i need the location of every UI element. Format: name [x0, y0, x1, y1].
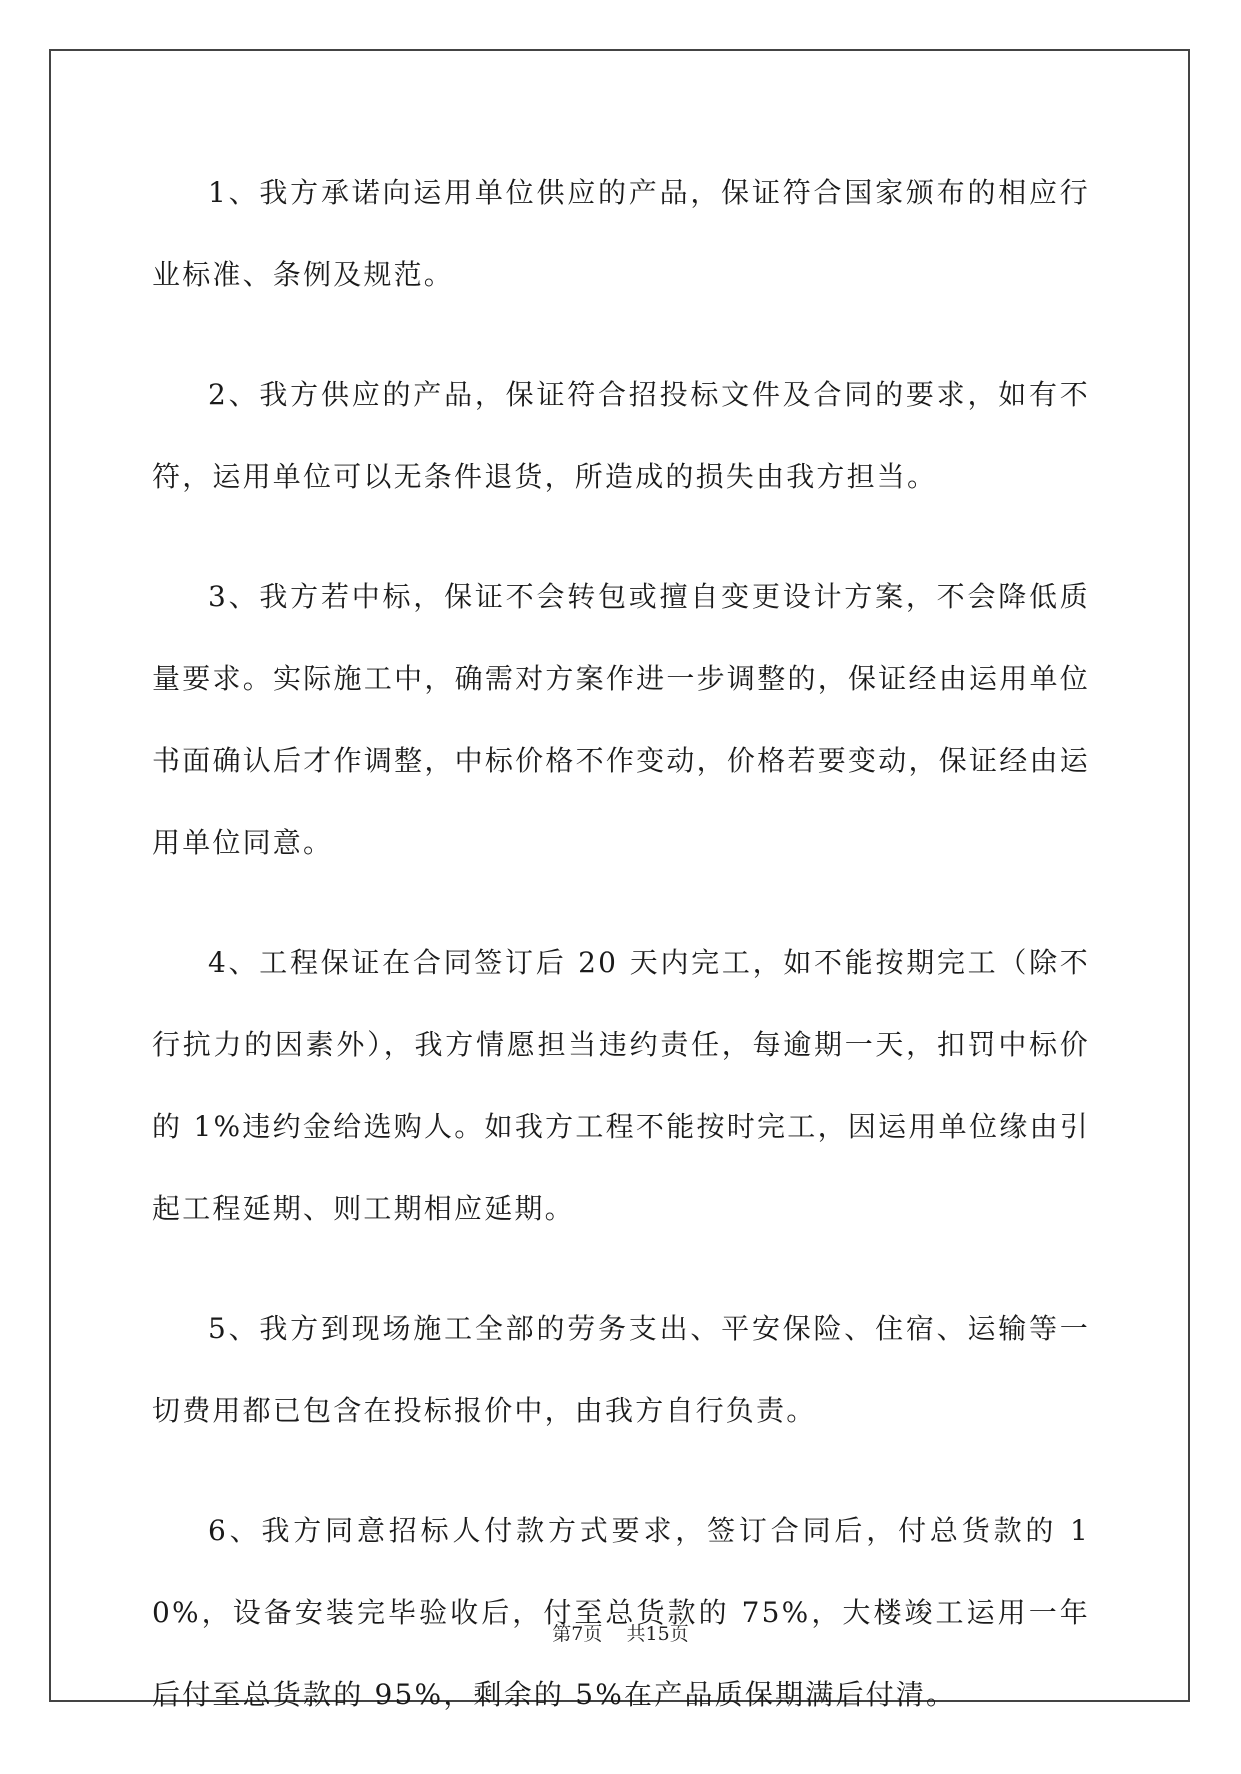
page-number: 第7页: [552, 1623, 603, 1645]
paragraph-6: 6、我方同意招标人付款方式要求，签订合同后，付总货款的 10%，设备安装完毕验收后，付至总货款的 75%，大楼竣工运用一年后付至总货款的 95%，剩余的 5%在产品质保期满后付清。: [152, 1514, 1090, 1711]
total-pages: 共15页: [626, 1623, 689, 1645]
page-footer: [0, 1619, 1241, 1646]
paragraph-2: 2、我方供应的产品，保证符合招投标文件及合同的要求，如有不符，运用单位可以无条件退货，所造成的损失由我方担当。: [152, 378, 1090, 493]
paragraph-5: 5、我方到现场施工全部的劳务支出、平安保险、住宿、运输等一切费用都已包含在投标报价中，由我方自行负责。: [152, 1312, 1090, 1427]
paragraph-3: 3、我方若中标，保证不会转包或擅自变更设计方案，不会降低质量要求。实际施工中，确需对方案作进一步调整的，保证经由运用单位书面确认后才作调整，中标价格不作变动，价格若要变动，保证经由运用单位同意。: [152, 580, 1090, 859]
document-body: [152, 152, 1090, 1774]
paragraph-4: 4、工程保证在合同签订后 20 天内完工，如不能按期完工（除不行抗力的因素外），我方情愿担当违约责任，每逾期一天，扣罚中标价的 1%违约金给选购人。如我方工程不能按时完工，因运用单位缘由引起工程延期、则工期相应延期。: [152, 946, 1090, 1225]
paragraph-1: 1、我方承诺向运用单位供应的产品，保证符合国家颁布的相应行业标准、条例及规范。: [152, 176, 1090, 291]
